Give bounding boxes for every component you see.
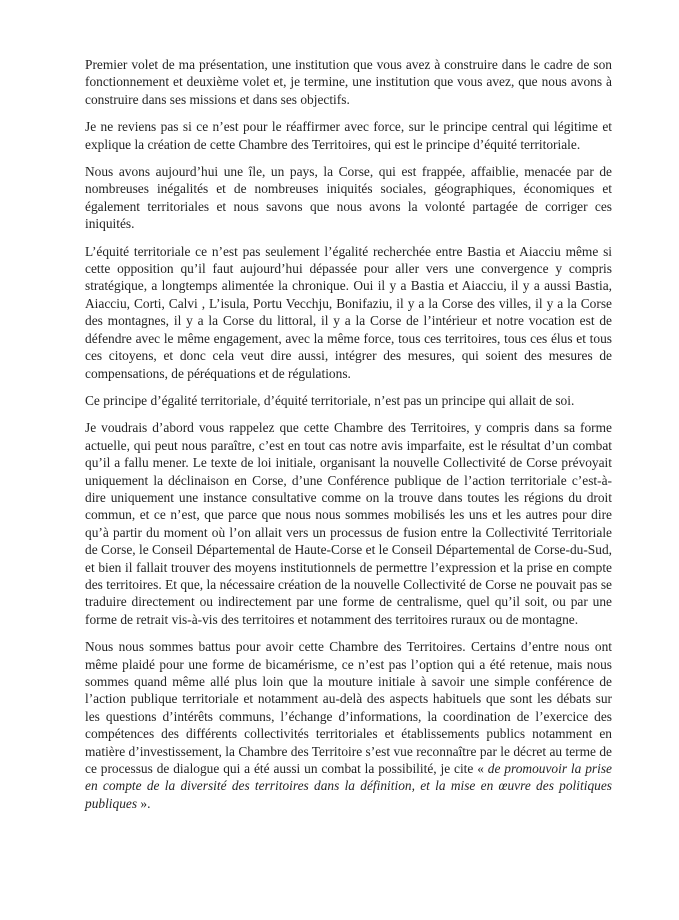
paragraph-1: Premier volet de ma présentation, une institution que vous avez à construire dans le cadre de son fonctionnement et deuxième volet et, je termine, une institution que vous avez, que nous avons à construire dans ses missions et dans ses objectifs. (85, 57, 612, 107)
quote-lead-text: Nous nous sommes battus pour avoir cette Chambre des Territoires. Certains d’entre nous ont même plaidé pour une forme de bicamérisme, ce n’est pas l’option qui a été retenue, mais nous sommes quand même allé plus loin que la mouture initiale à savoir une simple conférence de l’action publique territoriale et notamment au-delà des aspects habituels que sont les débats sur les questions d’intérêts communs, l’échange d’informations, la coordination de l’exercice des compétences des différents collectivités territoriales et établissements publics notamment en matière d’investissement, la Chambre des Territoire s’est vue reconnaître par le décret au terme de ce processus de dialogue qui a été aussi un combat la possibilité, je cite « (85, 639, 612, 777)
paragraph-3: Nous avons aujourd’hui une île, un pays, la Corse, qui est frappée, affaiblie, menacée par de nombreuses inégalités et de nombreuses iniquités sociales, géographiques, économiques et également territoriales et nous savons que nous avons la volonté partagée de corriger ces iniquités. (85, 164, 612, 232)
paragraph-7-with-quote (85, 638, 612, 812)
paragraph-2: Je ne reviens pas si ce n’est pour le réaffirmer avec force, sur le principe central qui légitime et explique la création de cette Chambre des Territoires, qui est le principe d’équité territoriale. (85, 119, 612, 152)
paragraph-4: L’équité territoriale ce n’est pas seulement l’égalité recherchée entre Bastia et Aiacciu même si cette opposition qu’il faut aujourd’hui dépassée pour aller vers une convergence y compris stratégique, a longtemps alimentée la chronique. Oui il y a Bastia et Aiacciu, il y a aussi Bastia, Aiacciu, Corti, Calvi , L’isula, Portu Vecchju, Bonifaziu, il y a la Corse des villes, il y a la Corse des montagnes, il y a la Corse du littoral, il y a la Corse de l’intérieur et notre vocation est de défendre avec le même engagement, avec la même force, tous ces territoires, tous ces élus et tous ces citoyens, et donc cela veut dire aussi, intégrer des mesures, qui soient des mesures de compensations, de péréquations et de régulations. (85, 243, 612, 381)
paragraph-5: Ce principe d’égalité territoriale, d’équité territoriale, n’est pas un principe qui allait de soi. (85, 392, 575, 408)
quoted-decree-text: de promouvoir la prise en compte de la diversité des territoires dans la définition, et la mise en œuvre des politiques publiques (85, 761, 612, 811)
paragraph-6: Je voudrais d’abord vous rappelez que cette Chambre des Territoires, y compris dans sa forme actuelle, qui peut nous paraître, c’est en tout cas notre avis imparfaite, est le résultat d’un combat qu’il a fallu mener. Le texte de loi initiale, organisant la nouvelle Collectivité de Corse prévoyait uniquement la déclinaison en Corse, d’une Conférence publique de l’action territoriale c’est-à-dire uniquement une instance consultative comme on la trouve dans toutes les régions du droit commun, et ce n’est, que parce que nous nous sommes mobilisés les uns et les autres pour dire qu’à partir du moment où l’on allait vers un processus de fusion entre la Collectivité Territoriale de Corse, le Conseil Départemental de Haute-Corse et le Conseil Départemental de Corse-du-Sud, et bien il fallait trouver des moyens institutionnels de permettre l’expression et la prise en compte des territoires. Et que, la nécessaire création de la nouvelle Collectivité de Corse ne pouvait pas se traduire directement ou indirectement par une forme de centralisme, quel qu’il soit, ou par une forme de retrait vis-à-vis des territoires et notamment des territoires ruraux ou de montagne. (85, 420, 612, 627)
quote-closing-text: ». (137, 795, 151, 811)
text-block (85, 56, 612, 822)
